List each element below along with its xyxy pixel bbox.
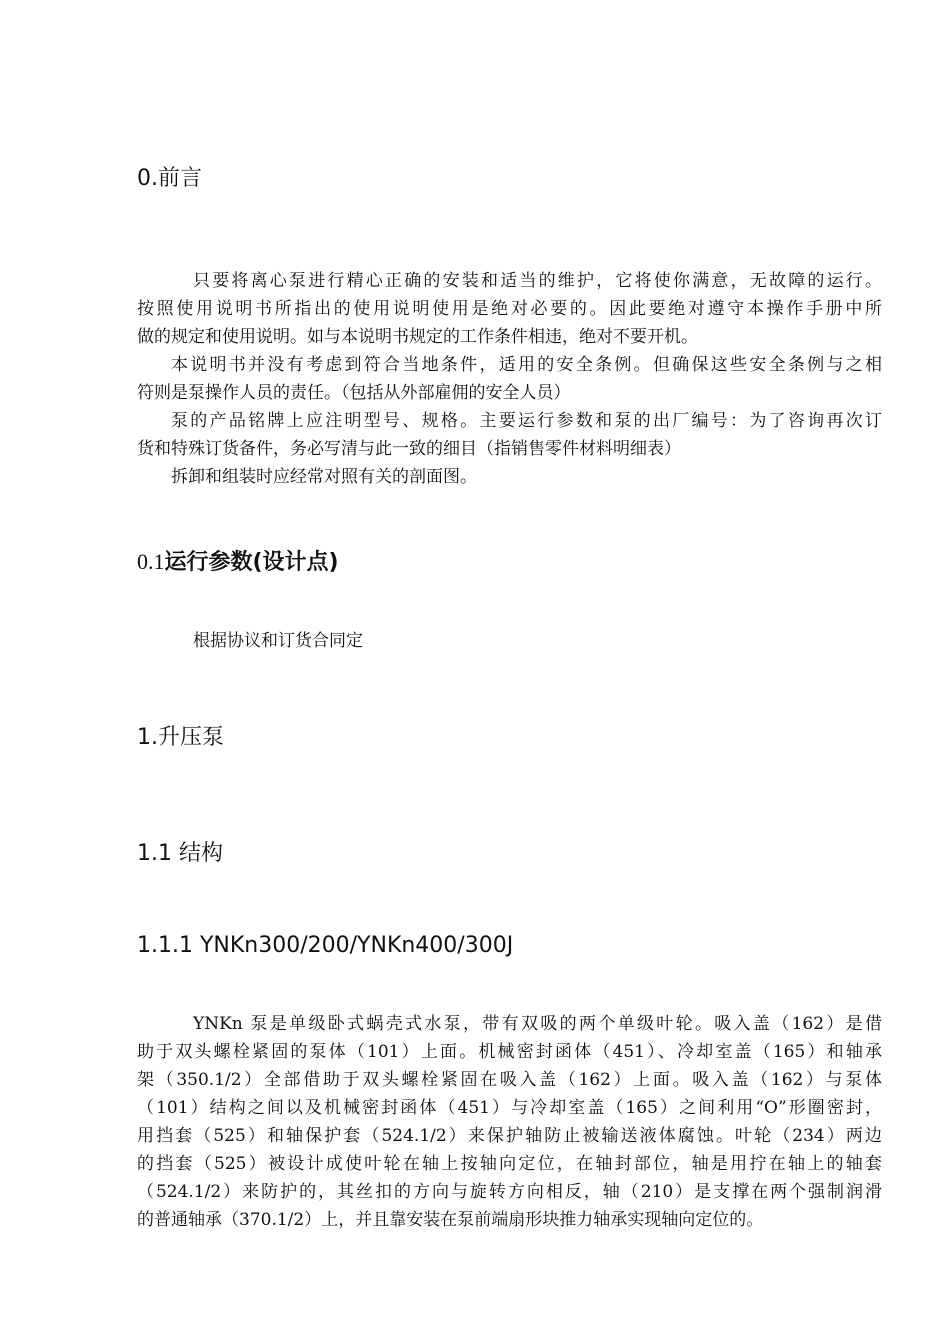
preface-line-8: 拆卸和组装时应经常对照有关的剖面图。 (171, 467, 477, 487)
model-line-3: 架（350.1/2）全部借助于双头螺栓紧固在吸入盖（162）上面。吸入盖（162）与泵体 (137, 1070, 882, 1090)
heading-operating-params (137, 548, 339, 577)
model-line-1: YNKn 泵是单级卧式蜗壳式水泵，带有双吸的两个单级叶轮。吸入盖（162）是借 (193, 1014, 882, 1034)
preface-line-4: 本说明书并没有考虑到符合当地条件，适用的安全条例。但确保这些安全条例与之相 (171, 355, 882, 375)
model-line-6: 的挡套（525）被设计成使叶轮在轴上按轴向定位，在轴封部位，轴是用拧在轴上的轴套 (137, 1154, 882, 1174)
heading-structure: 1.1 结构 (137, 841, 223, 866)
model-line-5: 用挡套（525）和轴保护套（524.1/2）来保护轴防止被输送液体腐蚀。叶轮（234）两边 (137, 1126, 882, 1146)
preface-line-3: 做的规定和使用说明。如与本说明书规定的工作条件相违，绝对不要开机。 (137, 327, 698, 347)
heading-booster-pump: 1.升压泵 (137, 725, 224, 750)
heading-model: 1.1.1 YNKn300/200/YNKn400/300J (137, 933, 514, 958)
preface-line-7: 货和特殊订货备件，务必写清与此一致的细目（指销售零件材料明细表） (137, 439, 681, 459)
heading-operating-params-number: 0.1 (137, 549, 165, 574)
preface-line-1: 只要将离心泵进行精心正确的安装和适当的维护，它将使你满意，无故障的运行。 (193, 271, 882, 291)
preface-line-6: 泵的产品铭牌上应注明型号、规格。主要运行参数和泵的出厂编号：为了咨询再次订 (171, 411, 882, 431)
heading-operating-params-text: 运行参数(设计点) (164, 550, 339, 575)
preface-line-5: 符则是泵操作人员的责任。（包括从外部雇佣的安全人员） (137, 383, 571, 403)
preface-line-2: 按照使用说明书所指出的使用说明使用是绝对必要的。因此要绝对遵守本操作手册中所 (137, 299, 882, 319)
operating-params-text: 根据协议和订货合同定 (193, 631, 363, 651)
model-line-7: （524.1/2）来防护的，其丝扣的方向与旋转方向相反，轴（210）是支撑在两个强制润滑 (137, 1182, 882, 1202)
model-line-4: （101）结构之间以及机械密封函体（451）与冷却室盖（165）之间利用“O”形圈密封， (137, 1098, 882, 1118)
preface-body (137, 267, 882, 491)
heading-preface: 0.前言 (137, 166, 202, 191)
operating-params-body (137, 627, 882, 655)
model-line-8: 的普通轴承（370.1/2）上，并且靠安装在泵前端扇形块推力轴承实现轴向定位的。 (137, 1210, 764, 1230)
model-body (137, 1010, 882, 1234)
model-line-2: 助于双头螺栓紧固的泵体（101）上面。机械密封函体（451）、冷却室盖（165）和轴承 (137, 1042, 882, 1062)
